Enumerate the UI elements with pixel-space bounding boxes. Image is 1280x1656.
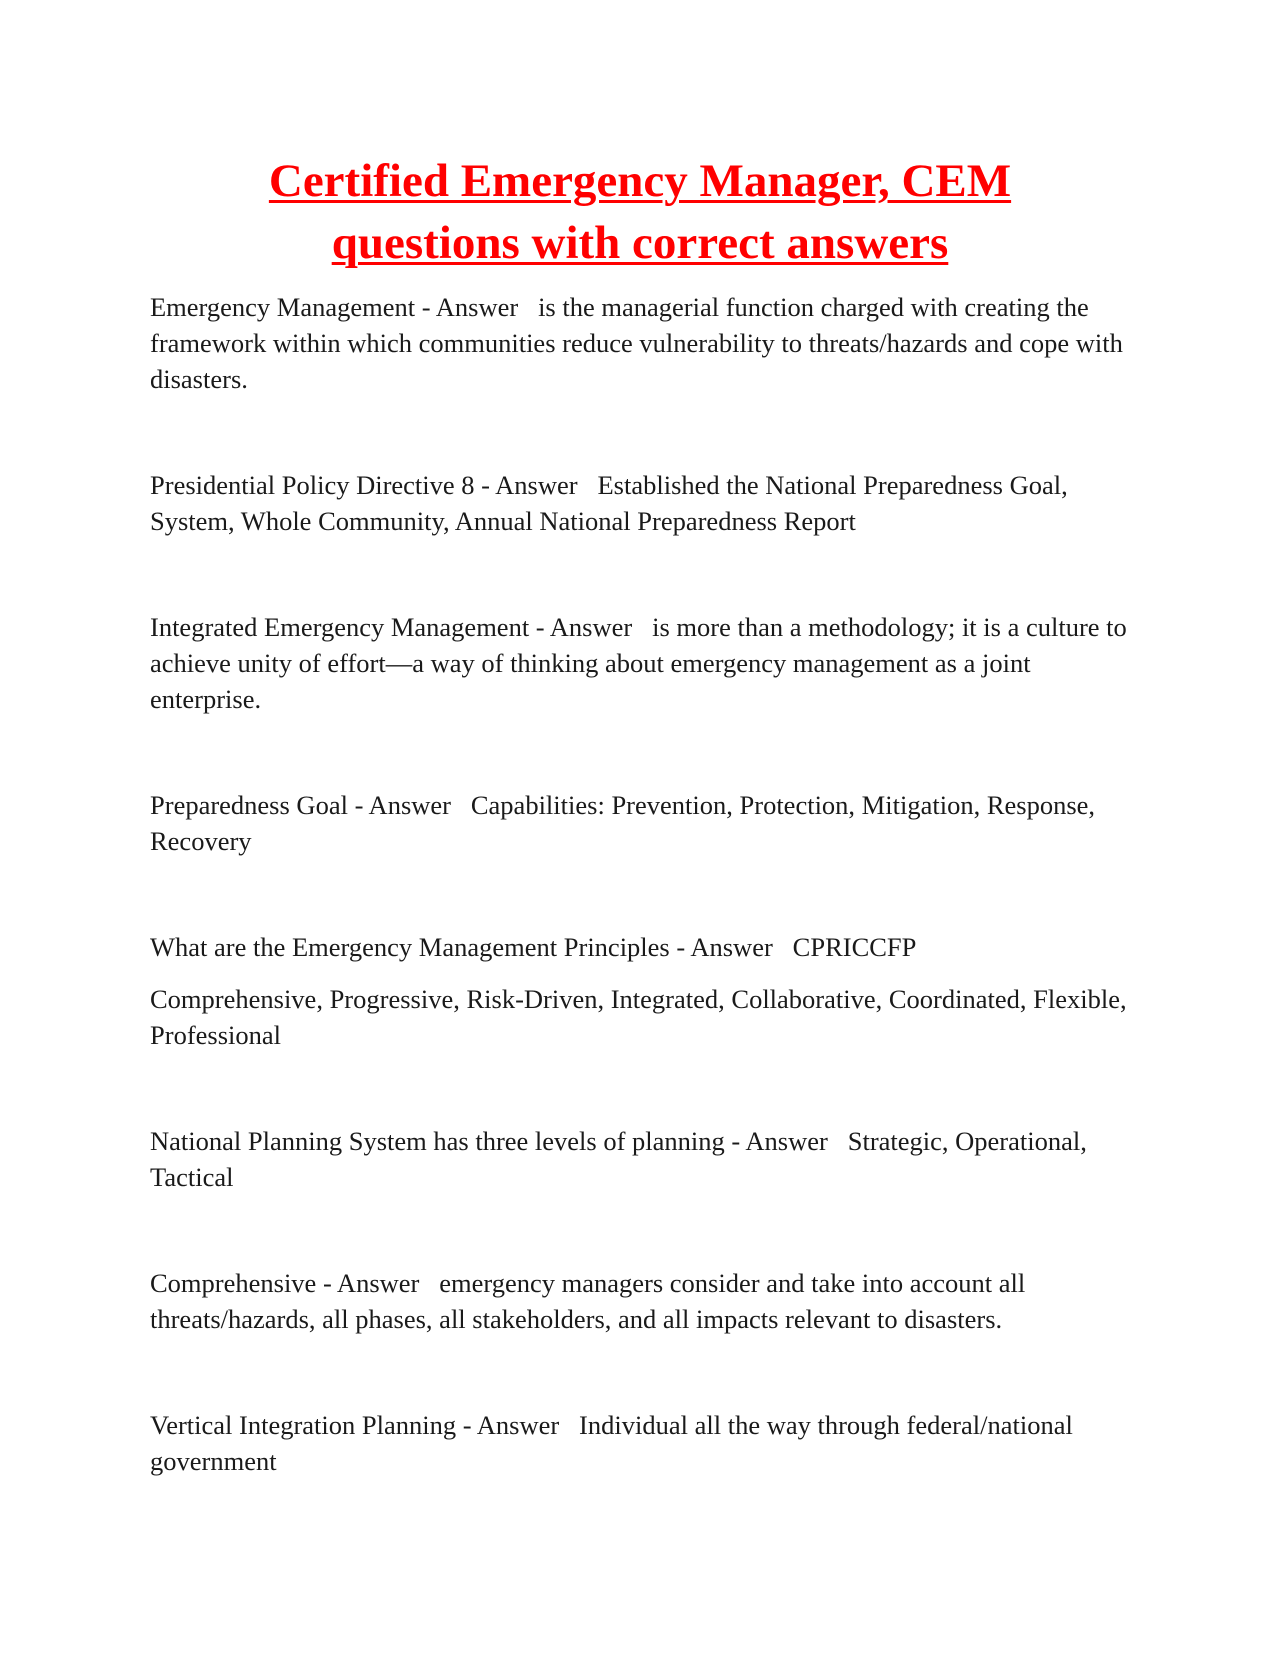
entry-term: Integrated Emergency Management - Answer: [150, 612, 633, 642]
entry-answer: Established the National Preparedness Goal, System, Whole Community, Annual National Preparedness Report: [150, 470, 1068, 536]
qa-entry-3: [150, 609, 1140, 717]
entry-term: Emergency Management - Answer: [150, 292, 519, 322]
entry-term: Presidential Policy Directive 8 - Answer: [150, 470, 578, 500]
qa-entry-4: [150, 787, 1140, 859]
qa-entry-2: [150, 467, 1140, 539]
entry-term: National Planning System has three levels of planning - Answer: [150, 1126, 828, 1156]
entry-answer: emergency managers consider and take into account all threats/hazards, all phases, all stakeholders, and all impacts relevant to disasters.: [150, 1268, 1026, 1334]
entry-answer: Strategic, Operational, Tactical: [150, 1126, 1087, 1192]
entry-term: Vertical Integration Planning - Answer: [150, 1410, 560, 1440]
entry-answer: is the managerial function charged with creating the framework within which communities reduce vulnerability to threats/hazards and cope with disasters.: [150, 292, 1123, 394]
qa-entry-5-detail: Comprehensive, Progressive, Risk-Driven, Integrated, Collaborative, Coordinated, Flexible, Professional: [150, 984, 1127, 1050]
qa-entry-1: [150, 289, 1140, 397]
title-line-2: questions with correct answers: [331, 217, 949, 269]
document-title: [150, 150, 1130, 274]
qa-entry-7: [150, 1265, 1140, 1337]
qa-entry-5: [150, 929, 1140, 965]
entry-term: What are the Emergency Management Principles - Answer: [150, 932, 773, 962]
entry-term: Comprehensive - Answer: [150, 1268, 420, 1298]
entry-term: Preparedness Goal - Answer: [150, 790, 451, 820]
qa-entry-6: [150, 1123, 1140, 1195]
entry-answer: Capabilities: Prevention, Protection, Mitigation, Response, Recovery: [150, 790, 1096, 856]
entry-answer: CPRICCFP: [792, 932, 917, 962]
title-line-1: Certified Emergency Manager, CEM: [268, 155, 1012, 207]
entry-answer: is more than a methodology; it is a culture to achieve unity of effort—a way of thinking about emergency management as a joint enterprise.: [150, 612, 1127, 714]
entry-answer: Individual all the way through federal/national government: [150, 1410, 1073, 1476]
qa-entry-8: [150, 1407, 1140, 1479]
